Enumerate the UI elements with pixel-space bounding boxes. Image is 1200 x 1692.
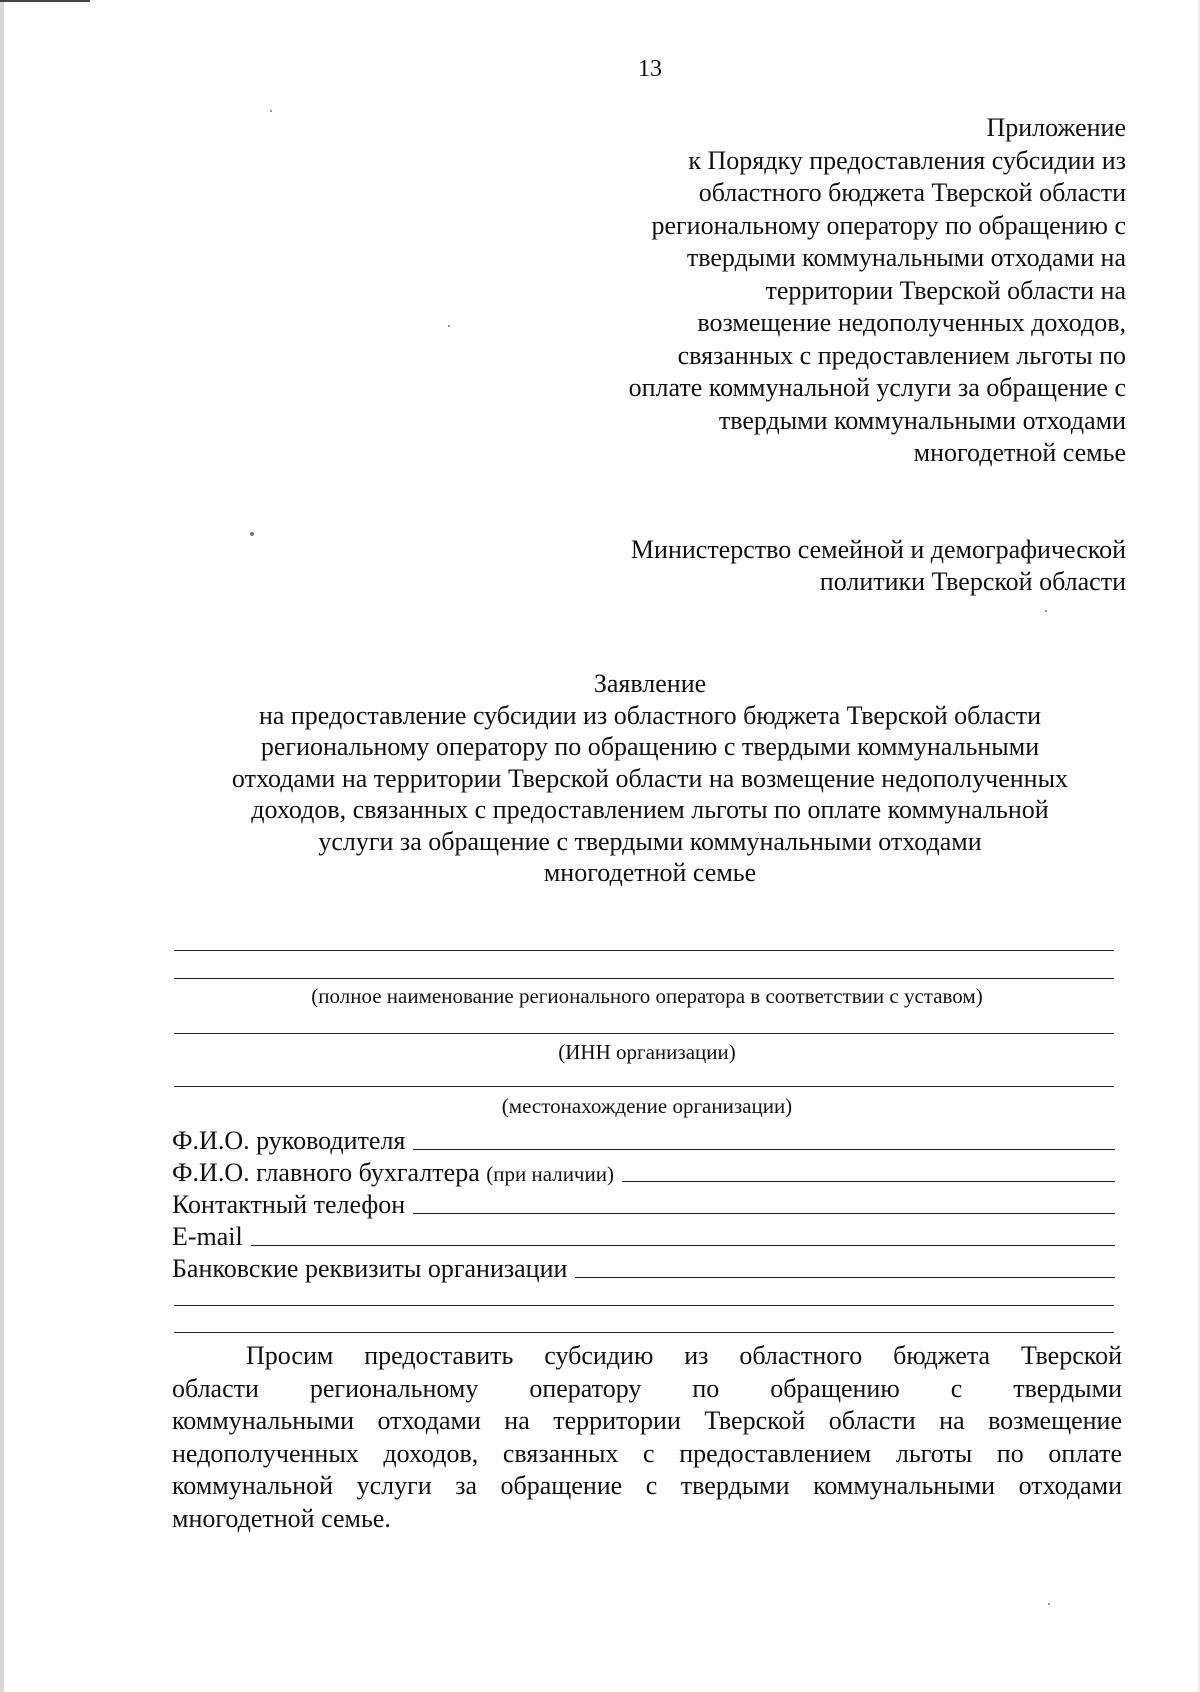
appendix-line: многодетной семье <box>913 438 1126 467</box>
bank-details-label: Банковские реквизиты организации <box>172 1254 568 1283</box>
inn-caption: (ИНН организации) <box>558 1040 736 1064</box>
addressee-line: Министерство семейной и демографической <box>630 535 1126 564</box>
chief-accountant-input-line[interactable] <box>622 1180 1115 1182</box>
appendix-line: возмещение недополученных доходов, <box>697 308 1126 337</box>
request-line: коммунальными отходами на территории Тверской области на возмещение <box>172 1406 1122 1435</box>
scan-speck <box>270 110 272 112</box>
chief-accountant-note: (при наличии) <box>486 1162 614 1186</box>
appendix-line: оплате коммунальной услуги за обращение с <box>628 373 1126 402</box>
appendix-line: региональному оператору по обращению с <box>651 210 1126 240</box>
phone-field[interactable] <box>172 1188 1115 1220</box>
request-paragraph <box>172 1340 1122 1535</box>
director-input-line[interactable] <box>413 1148 1115 1150</box>
request-line: Просим предоставить субсидию из областного бюджета Тверской <box>246 1341 1122 1370</box>
addressee-line: политики Тверской области <box>819 567 1126 596</box>
chief-accountant-field[interactable] <box>172 1156 1115 1188</box>
statement-heading <box>150 668 1150 889</box>
request-line: многодетной семье. <box>172 1503 391 1533</box>
scan-left-edge <box>0 0 4 1692</box>
statement-title: Заявление <box>593 669 707 698</box>
scan-speck <box>448 325 450 327</box>
request-line: области региональному оператору по обращению с твердыми <box>172 1373 1122 1403</box>
chief-accountant-label <box>172 1158 614 1188</box>
appendix-header <box>486 112 1126 470</box>
email-field[interactable] <box>172 1220 1115 1252</box>
bank-details-field[interactable] <box>172 1252 1115 1284</box>
statement-line: многодетной семье <box>543 858 757 887</box>
phone-input-line[interactable] <box>413 1212 1115 1214</box>
email-input-line[interactable] <box>251 1244 1115 1246</box>
org-name-caption: (полное наименование регионального оператора в соответствии с уставом) <box>311 984 983 1008</box>
appendix-line: твердыми коммунальными отходами на <box>686 243 1126 272</box>
bank-details-line-3[interactable] <box>174 1332 1114 1333</box>
org-name-line-2[interactable] <box>174 978 1114 979</box>
bank-details-input-line[interactable] <box>575 1276 1115 1278</box>
org-name-line-1[interactable] <box>174 950 1114 951</box>
phone-label: Контактный телефон <box>172 1190 406 1219</box>
scan-top-mark <box>0 0 90 2</box>
appendix-line: областного бюджета Тверской области <box>698 178 1126 207</box>
scan-speck <box>250 532 254 536</box>
location-caption: (местонахождение организации) <box>501 1094 793 1118</box>
addressee-block <box>486 534 1126 598</box>
appendix-line: территории Тверской области на <box>765 275 1126 305</box>
request-line: коммунальной услуги за обращение с твердыми коммунальными отходами <box>172 1471 1122 1500</box>
bank-details-line-2[interactable] <box>174 1305 1114 1306</box>
statement-line: доходов, связанных с предоставлением льготы по оплате коммунальной <box>251 795 1049 824</box>
chief-accountant-label-text: Ф.И.О. главного бухгалтера <box>172 1158 480 1187</box>
page-number: 13 <box>638 56 662 82</box>
scan-speck <box>1048 1603 1050 1605</box>
appendix-line: Приложение <box>986 113 1126 142</box>
request-line: недополученных доходов, связанных с предоставлением льготы по оплате <box>172 1438 1122 1468</box>
director-field[interactable] <box>172 1124 1115 1156</box>
director-label: Ф.И.О. руководителя <box>172 1126 406 1155</box>
email-label: E-mail <box>172 1222 243 1251</box>
appendix-line: связанных с предоставлением льготы по <box>677 340 1126 370</box>
appendix-line: твердыми коммунальными отходами <box>718 405 1126 435</box>
statement-line: услуги за обращение с твердыми коммунальными отходами <box>318 826 982 856</box>
statement-line: отходами на территории Тверской области на возмещение недополученных <box>231 763 1069 793</box>
appendix-line: к Порядку предоставления субсидии из <box>688 145 1126 175</box>
location-line[interactable] <box>174 1086 1114 1087</box>
statement-line: региональному оператору по обращению с твердыми коммунальными <box>260 732 1040 761</box>
statement-line: на предоставление субсидии из областного бюджета Тверской области <box>258 700 1042 730</box>
inn-line[interactable] <box>174 1033 1114 1034</box>
scan-speck <box>1045 610 1047 612</box>
